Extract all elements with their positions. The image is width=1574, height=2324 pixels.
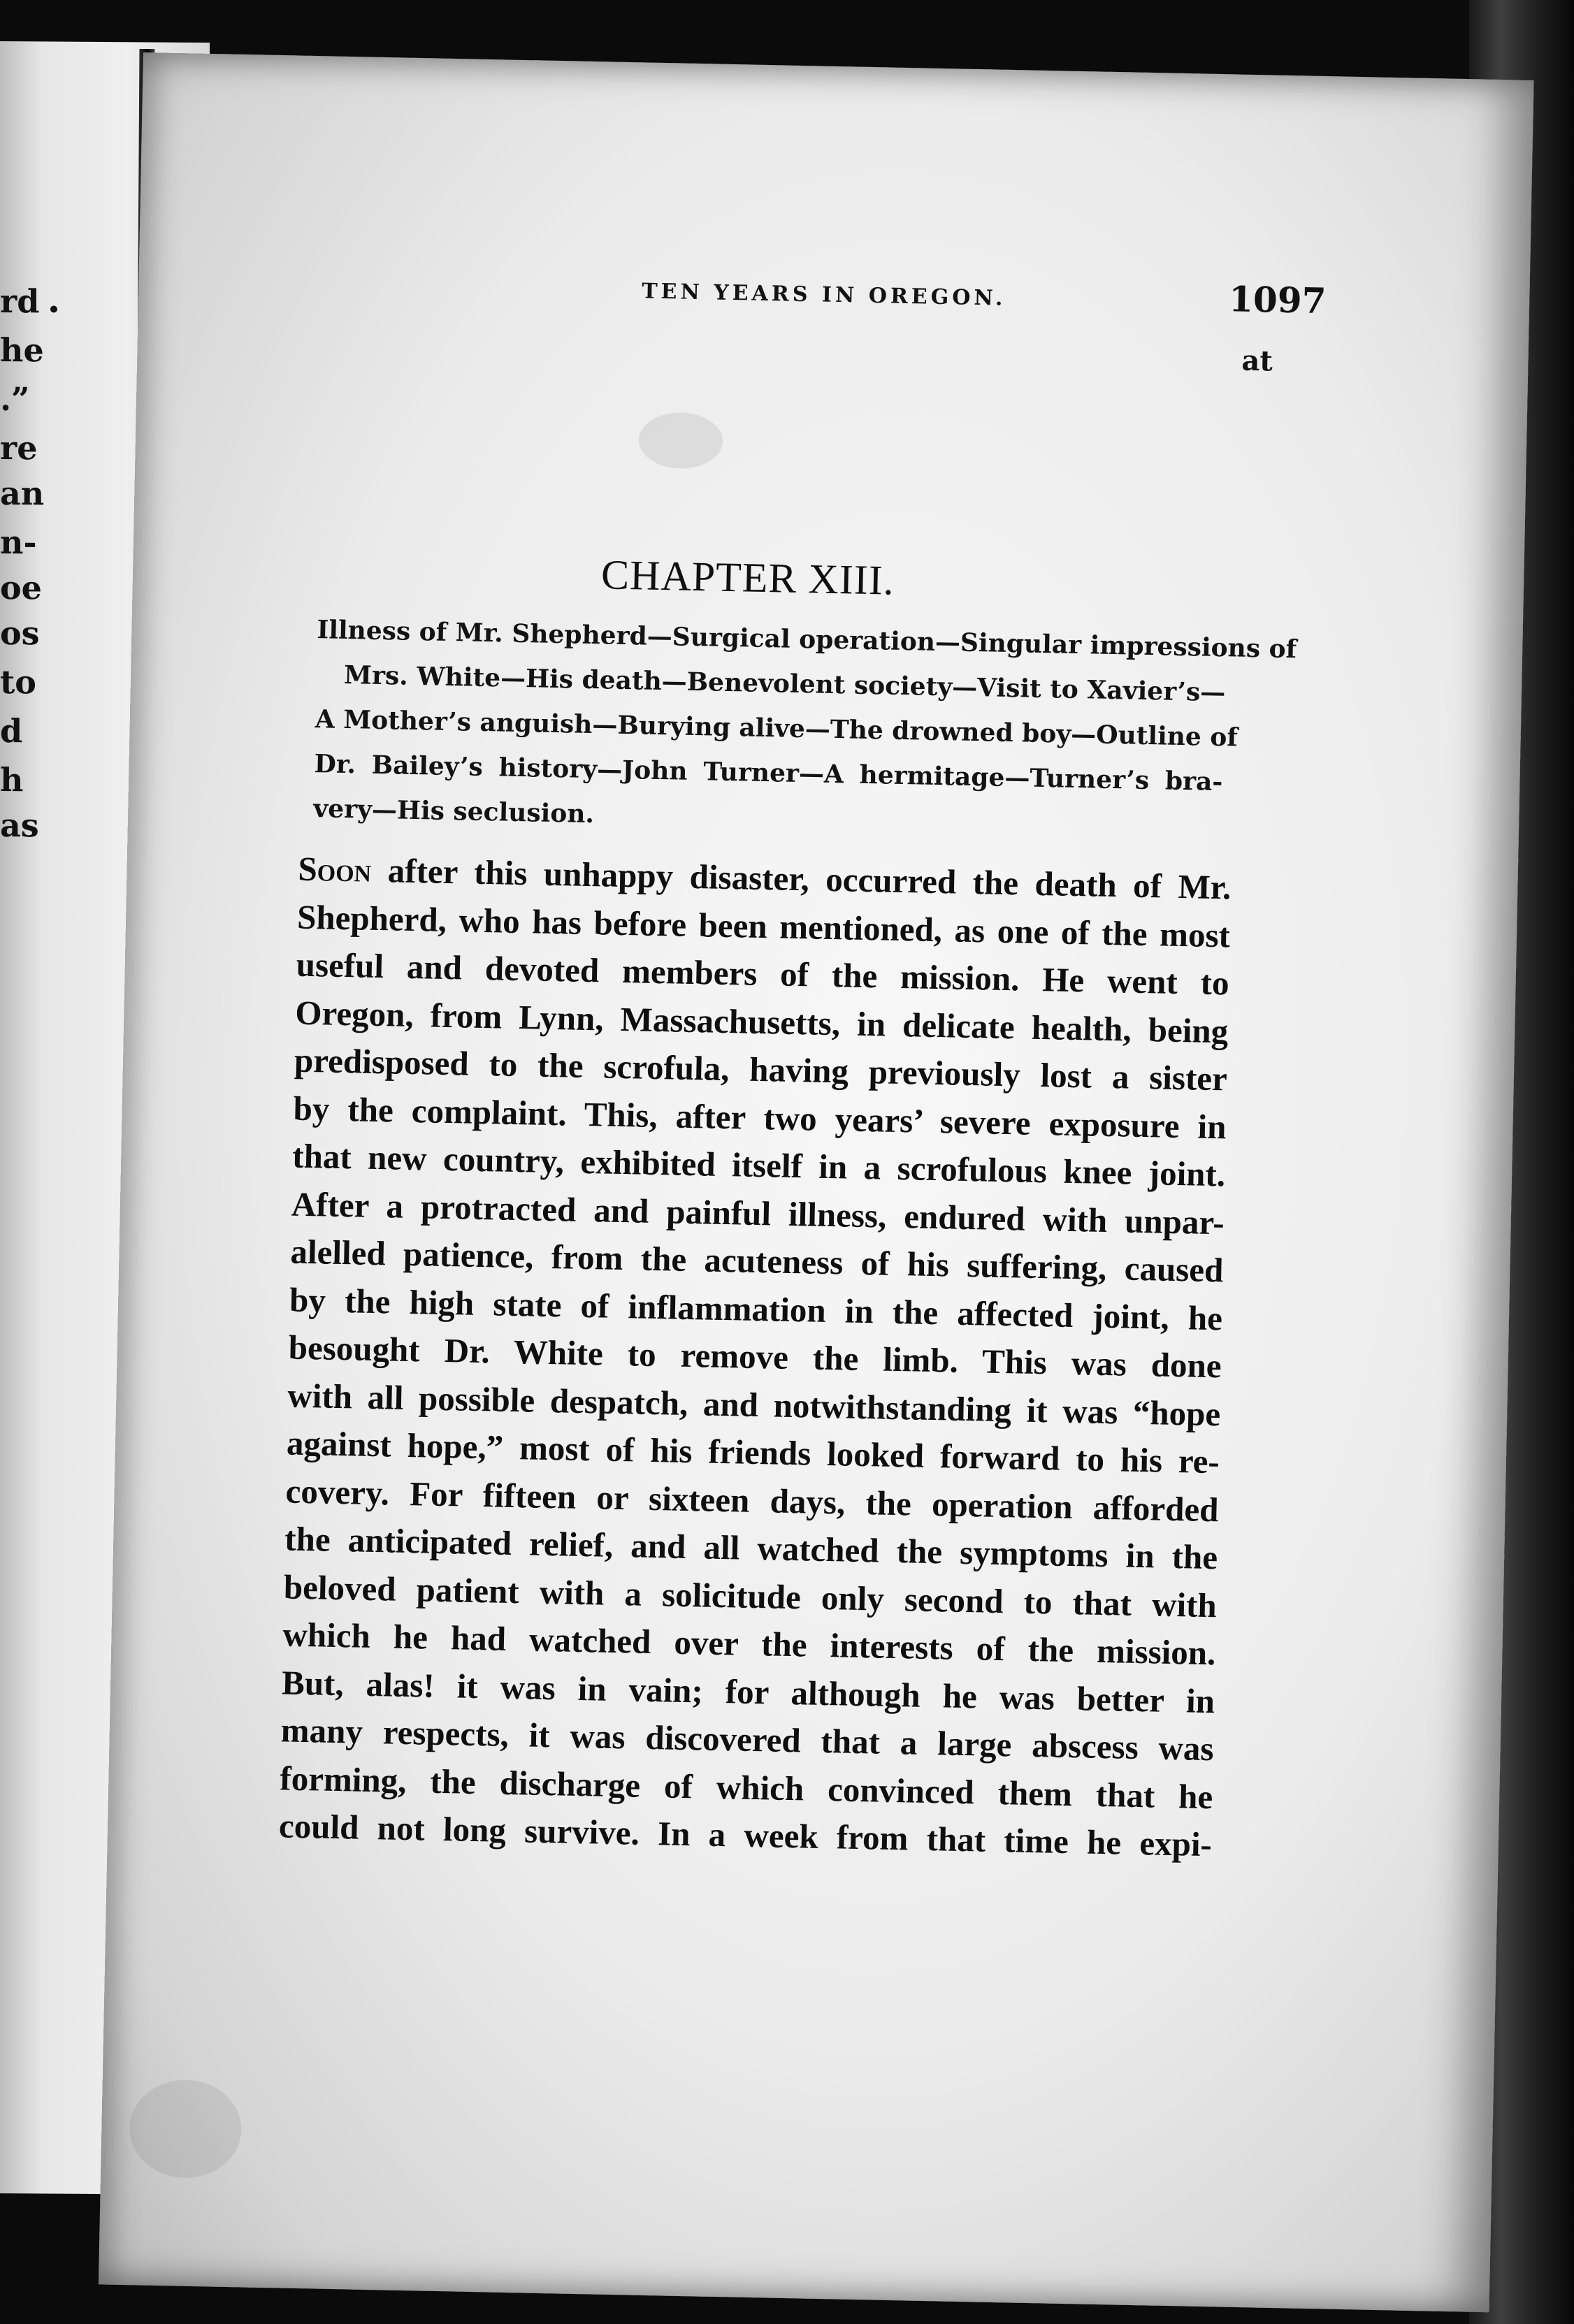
body-line: Shepherd, who has before been mentioned, as one of the most <box>296 897 1231 954</box>
body-paragraph <box>278 849 1232 1873</box>
body-line: the anticipated relief, and all watched the symptoms in the <box>284 1519 1218 1577</box>
left-page-fragment: an <box>0 474 45 513</box>
body-line: Oregon, from Lynn, Massachusetts, in delicate health, being <box>294 993 1229 1050</box>
left-page-fragment: .” <box>0 379 30 419</box>
left-page-fragment: he <box>0 331 44 370</box>
chapter-synopsis <box>312 615 1297 857</box>
left-page-fragment: as <box>0 806 39 845</box>
body-line: that new country, exhibited itself in a scrofulous knee joint. <box>291 1136 1226 1194</box>
page-smudge <box>638 412 723 469</box>
page-smudge <box>129 2079 243 2179</box>
body-line: alelled patience, from the acuteness of his suffering, caused <box>290 1232 1224 1290</box>
left-page-fragment: os <box>0 613 40 653</box>
body-line: beloved patient with a solicitude only second to that with <box>283 1567 1218 1625</box>
body-line: besought Dr. White to remove the limb. This was done <box>288 1328 1222 1386</box>
body-line: against hope,” most of his friends looked forward to his re- <box>286 1423 1220 1481</box>
page-number: 1097 <box>1228 278 1327 322</box>
left-page-fragment: to <box>0 662 36 702</box>
drop-word: Soon <box>298 849 372 889</box>
left-page-fragment: h <box>0 760 24 799</box>
body-line: many respects, it was discovered that a large abscess was <box>280 1711 1215 1769</box>
body-line: forming, the discharge of which convinced them that he <box>279 1758 1213 1816</box>
margin-dot <box>50 305 57 312</box>
synopsis-line: Illness of Mr. Shepherd—Surgical operation—Singular impressions of <box>317 615 1297 664</box>
synopsis-line: very—His seclusion. <box>312 794 595 829</box>
body-line: which he had watched over the interests of the mission. <box>282 1615 1216 1673</box>
body-line: by the high state of inflammation in the affected joint, he <box>289 1280 1223 1337</box>
left-page-fragment: re <box>0 428 38 467</box>
left-page-fragment: oe <box>0 568 42 607</box>
book-page <box>99 52 1534 2312</box>
body-line: After a protracted and painful illness, endured with unpar- <box>291 1184 1225 1242</box>
synopsis-line: Dr. Bailey’s history—John Turner—A hermitage—Turner’s bra- <box>314 749 1223 797</box>
body-line: predisposed to the scrofula, having previously lost a sister <box>294 1040 1228 1098</box>
left-page-fragment: d <box>0 711 23 750</box>
chapter-title: CHAPTER XIII. <box>600 551 895 604</box>
synopsis-line: A Mother’s anguish—Burying alive—The drowned boy—Outline of <box>315 704 1239 753</box>
margin-fragment: at <box>1241 344 1273 378</box>
left-page-fragment: n- <box>0 523 37 562</box>
body-line: covery. For fifteen or sixteen days, the operation afforded <box>285 1472 1220 1529</box>
left-page-fragment: rd <box>0 282 40 321</box>
running-head: TEN YEARS IN OREGON. <box>641 279 1006 311</box>
body-line: useful and devoted members of the mission. He went to <box>296 945 1230 1003</box>
body-line: could not long survive. In a week from that time he expi- <box>278 1806 1213 1864</box>
synopsis-line: Mrs. White—His death—Benevolent society—Visit to Xavier’s— <box>343 660 1226 708</box>
body-line: But, alas! it was in vain; for although he was better in <box>281 1662 1215 1720</box>
first-line-text: after this unhappy disaster, occurred the death of Mr. <box>370 850 1232 907</box>
body-line: with all possible despatch, and notwithstanding it was “hope <box>287 1376 1221 1433</box>
body-line: by the complaint. This, after two years’ severe exposure in <box>293 1089 1227 1146</box>
